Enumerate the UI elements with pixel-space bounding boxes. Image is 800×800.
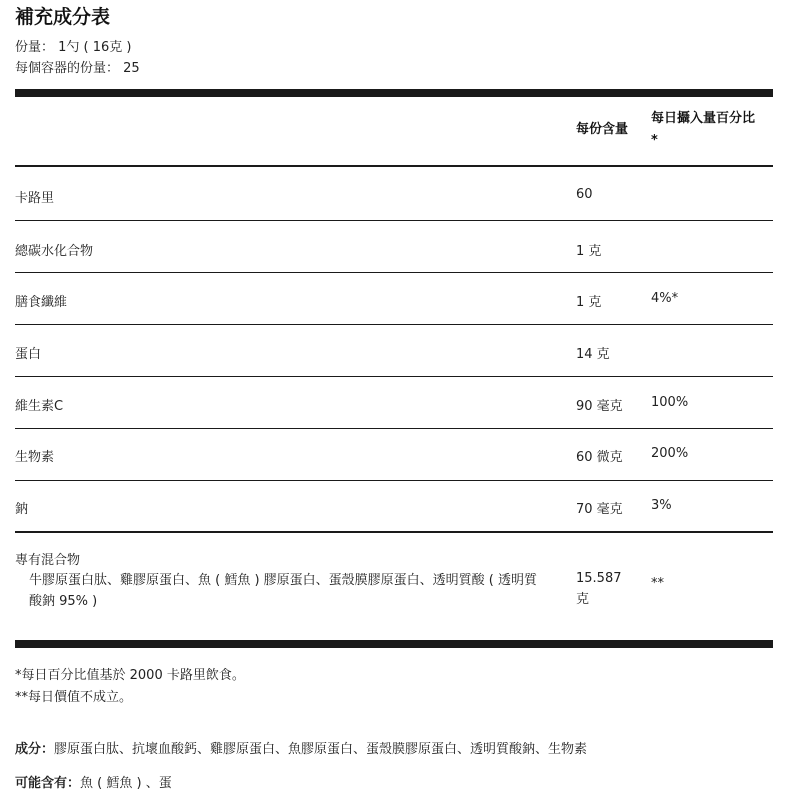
footnote-not-established: **每日價值不成立。 [15,690,133,705]
panel-title: 補充成分表 [15,6,111,28]
allergen-line [15,772,172,791]
table-header [15,97,773,167]
table-row [15,221,773,273]
daily-value-header: 每日攝入量百分比* [651,111,756,148]
ingredients-text: 膠原蛋白肽、抗壞血酸鈣、雞膠原蛋白、魚膠原蛋白、蛋殼膜膠原蛋白、透明質酸鈉、生物素 [54,742,588,757]
nutrient-name: 生物素 [15,450,55,465]
nutrient-name: 蛋白 [15,347,42,362]
nutrient-name: 維生素C [15,399,64,414]
blend-name: 專有混合物 [15,553,81,568]
allergen-label: 可能含有： [15,776,81,791]
nutrient-amount: 60 微克 [576,450,623,465]
nutrient-amount: 1 克 [576,295,602,310]
blend-amount: 15.587 克 [576,571,622,607]
nutrient-name: 鈉 [15,502,29,517]
table-row [15,377,773,429]
nutrient-daily-value: 3% [651,498,672,513]
nutrient-amount: 90 毫克 [576,399,623,414]
nutrient-name: 膳食纖維 [15,295,68,310]
table-row [15,481,773,533]
proprietary-blend-row [15,533,773,640]
blend-components: 牛膠原蛋白肽、雞膠原蛋白、魚 ( 鱈魚 ) 膠原蛋白、蛋殼膜膠原蛋白、透明質酸 ( 透明質酸鈉 95% ) [29,573,538,609]
blend-daily-value: ** [651,576,664,591]
nutrient-name: 總碳水化合物 [15,244,94,259]
table-row [15,273,773,325]
table-row [15,429,773,481]
table-row [15,325,773,377]
nutrient-daily-value: 4%* [651,291,679,306]
footnote-daily-value: *每日百分比值基於 2000 卡路里飲食。 [15,668,245,683]
serving-size: 份量： 1勺 ( 16克 ) [15,40,132,55]
allergen-text: 魚 ( 鱈魚 ) 、蛋 [80,776,172,791]
top-divider-bar [15,89,773,97]
servings-per-container: 每個容器的份量： 25 [15,61,140,76]
ingredients-line [15,738,587,757]
ingredients-label: 成分： [15,742,55,757]
nutrient-daily-value: 100% [651,395,689,410]
nutrient-name: 卡路里 [15,191,55,206]
nutrient-amount: 70 毫克 [576,502,623,517]
nutrient-amount: 1 克 [576,244,602,259]
nutrient-amount: 14 克 [576,347,610,362]
nutrient-daily-value: 200% [651,446,689,461]
table-row [15,167,773,221]
amount-per-serving-header: 每份含量 [576,122,629,137]
bottom-divider-bar [15,640,773,648]
nutrient-amount: 60 [576,187,593,202]
